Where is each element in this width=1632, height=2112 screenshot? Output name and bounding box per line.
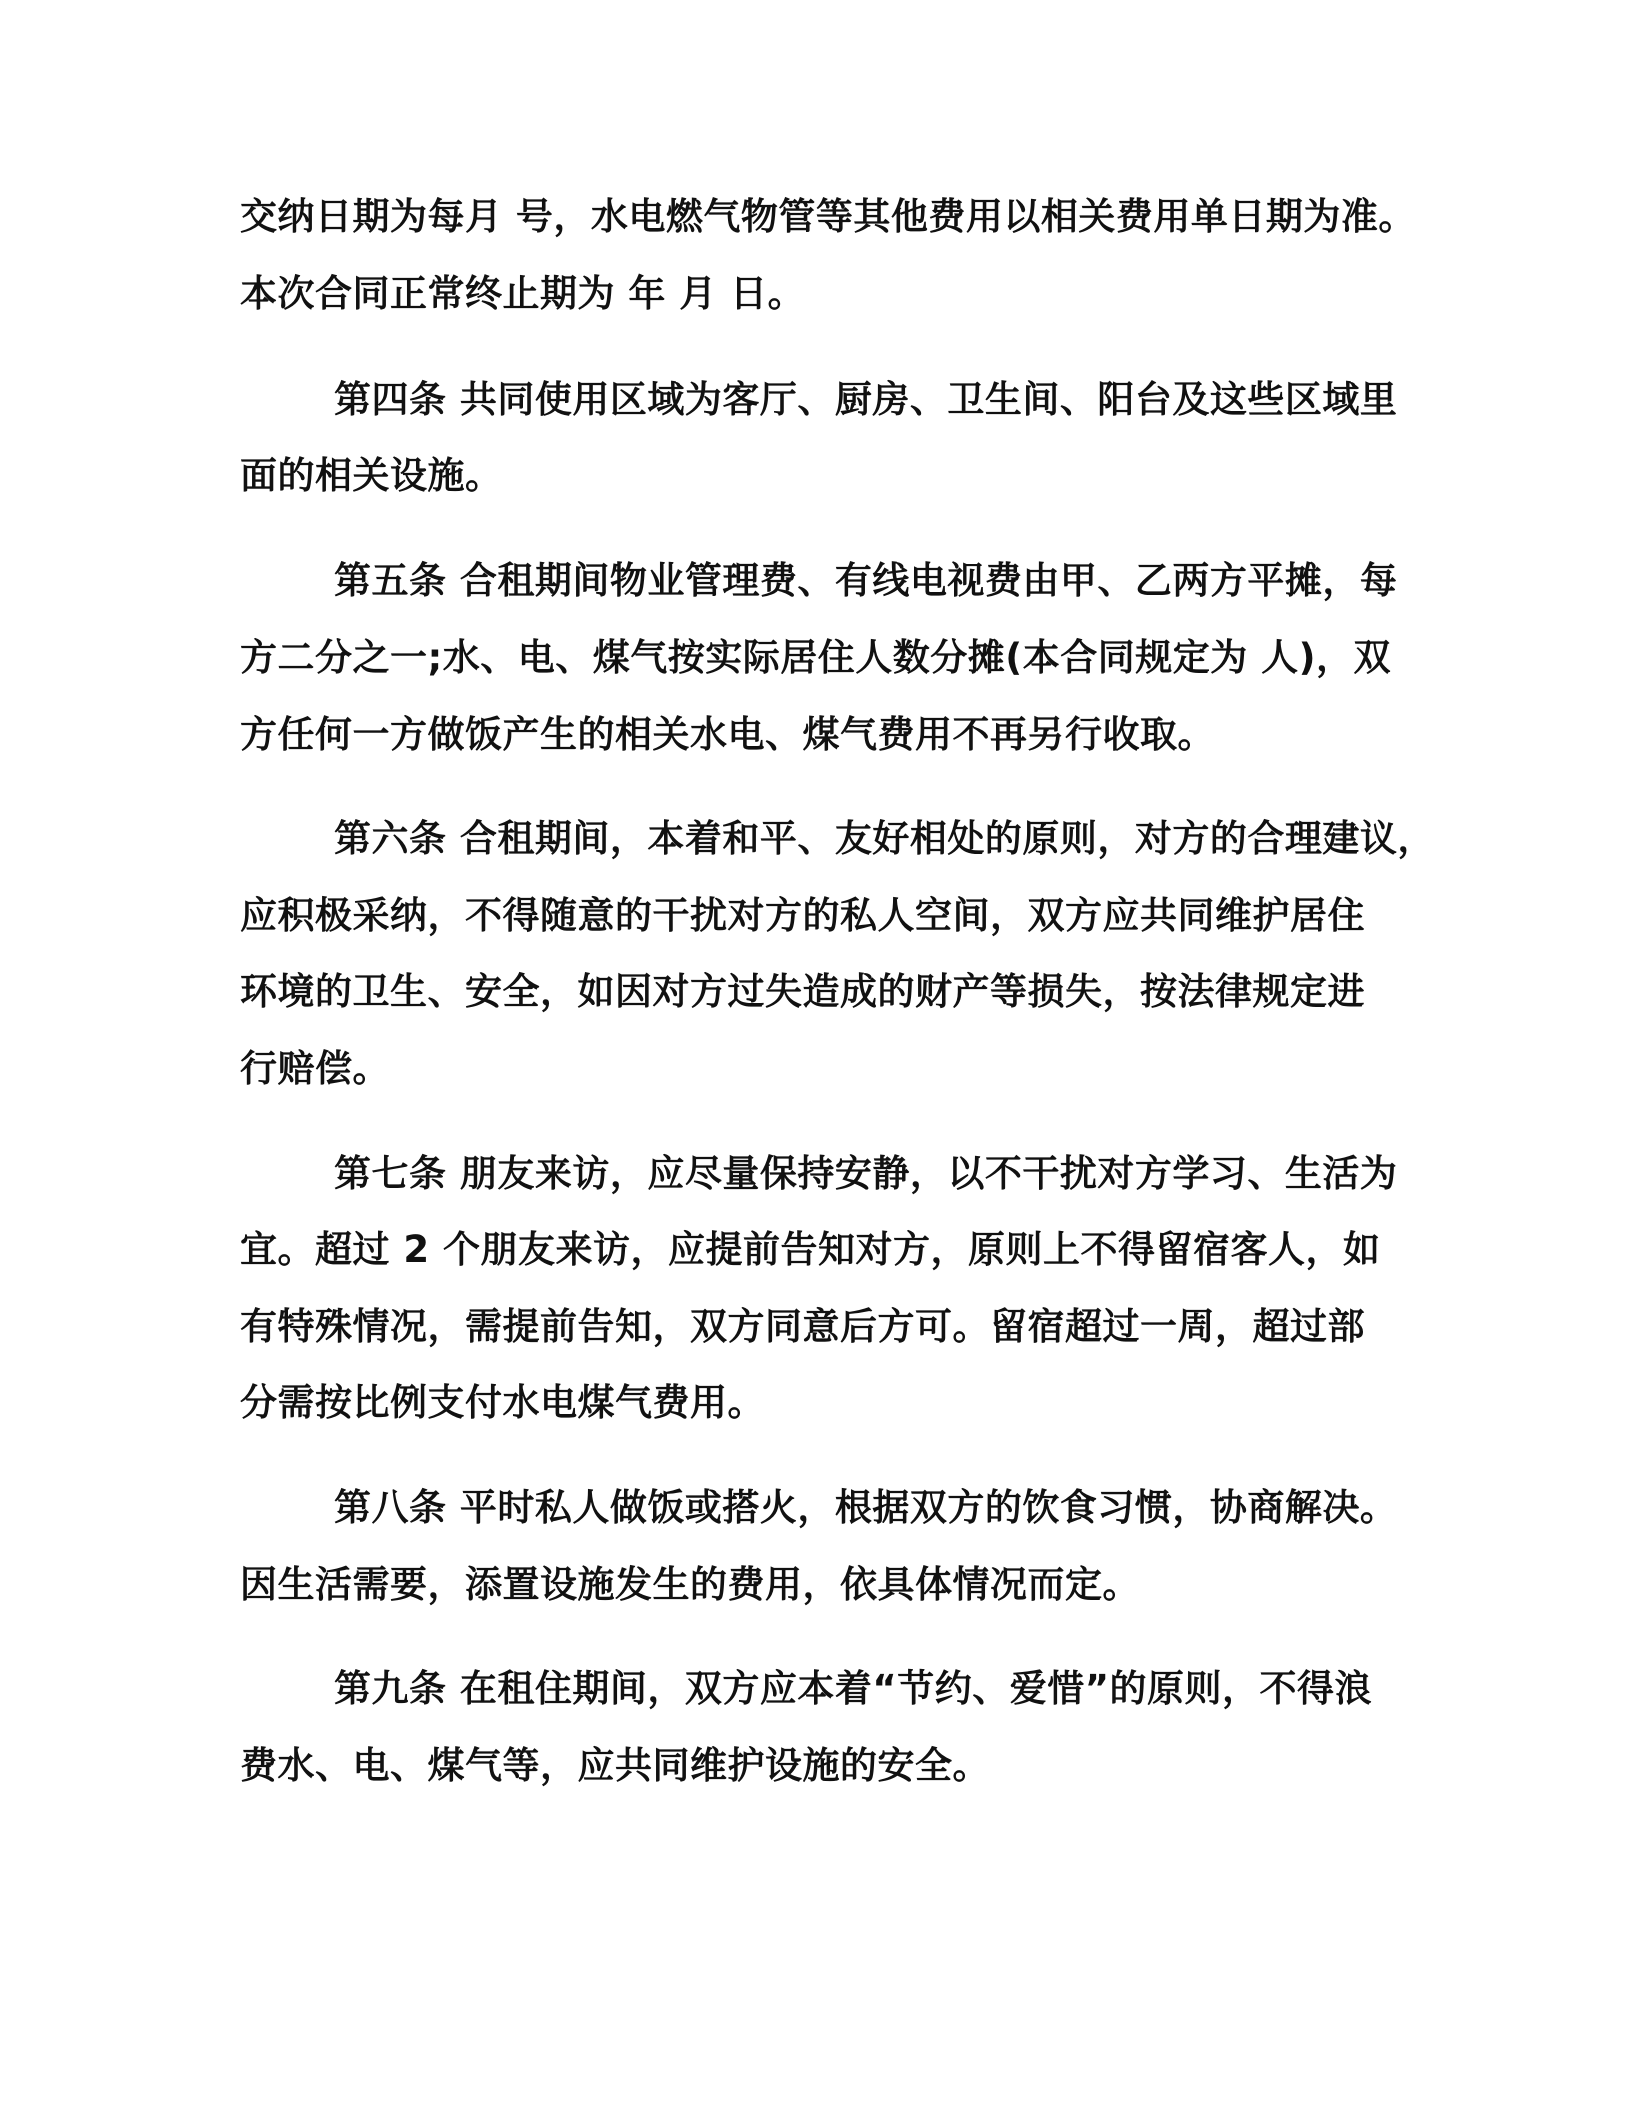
- text-line: 方任何一方做饭产生的相关水电、煤气费用不再另行收取。: [240, 713, 1215, 756]
- article-6-heading-line: 第六条 合租期间，本着和平、友好相处的原则，对方的合理建议，: [334, 817, 1435, 860]
- article-8-heading-line: 第八条 平时私人做饭或搭火，根据双方的饮食习惯，协商解决。: [334, 1486, 1398, 1529]
- text-line: 因生活需要，添置设施发生的费用，依具体情况而定。: [240, 1563, 1140, 1606]
- text-line: 分需按比例支付水电煤气费用。: [240, 1381, 765, 1424]
- text-line: 行赔偿。: [240, 1047, 390, 1090]
- text-line: 面的相关设施。: [240, 454, 503, 497]
- article-7-heading-line: 第七条 朋友来访，应尽量保持安静，以不干扰对方学习、生活为: [334, 1152, 1398, 1195]
- text-line: 方二分之一;水、电、煤气按实际居住人数分摊(本合同规定为 人)，双: [240, 636, 1391, 679]
- article-4-heading-line: 第四条 共同使用区域为客厅、厨房、卫生间、阳台及这些区域里: [334, 378, 1398, 421]
- text-line: 宜。超过 2 个朋友来访，应提前告知对方，原则上不得留宿客人，如: [240, 1228, 1381, 1271]
- text-line: 交纳日期为每月 号，水电燃气物管等其他费用以相关费用单日期为准。: [240, 195, 1416, 238]
- text-line: 费水、电、煤气等，应共同维护设施的安全。: [240, 1744, 990, 1787]
- article-9-heading-line: 第九条 在租住期间，双方应本着“节约、爱惜”的原则，不得浪: [334, 1667, 1373, 1710]
- text-line: 本次合同正常终止期为 年 月 日。: [240, 272, 806, 315]
- text-line: 应积极采纳，不得随意的干扰对方的私人空间，双方应共同维护居住: [240, 894, 1365, 937]
- text-line: 环境的卫生、安全，如因对方过失造成的财产等损失，按法律规定进: [240, 970, 1365, 1013]
- text-line: 有特殊情况，需提前告知，双方同意后方可。留宿超过一周，超过部: [240, 1305, 1365, 1348]
- article-5-heading-line: 第五条 合租期间物业管理费、有线电视费由甲、乙两方平摊，每: [334, 559, 1398, 602]
